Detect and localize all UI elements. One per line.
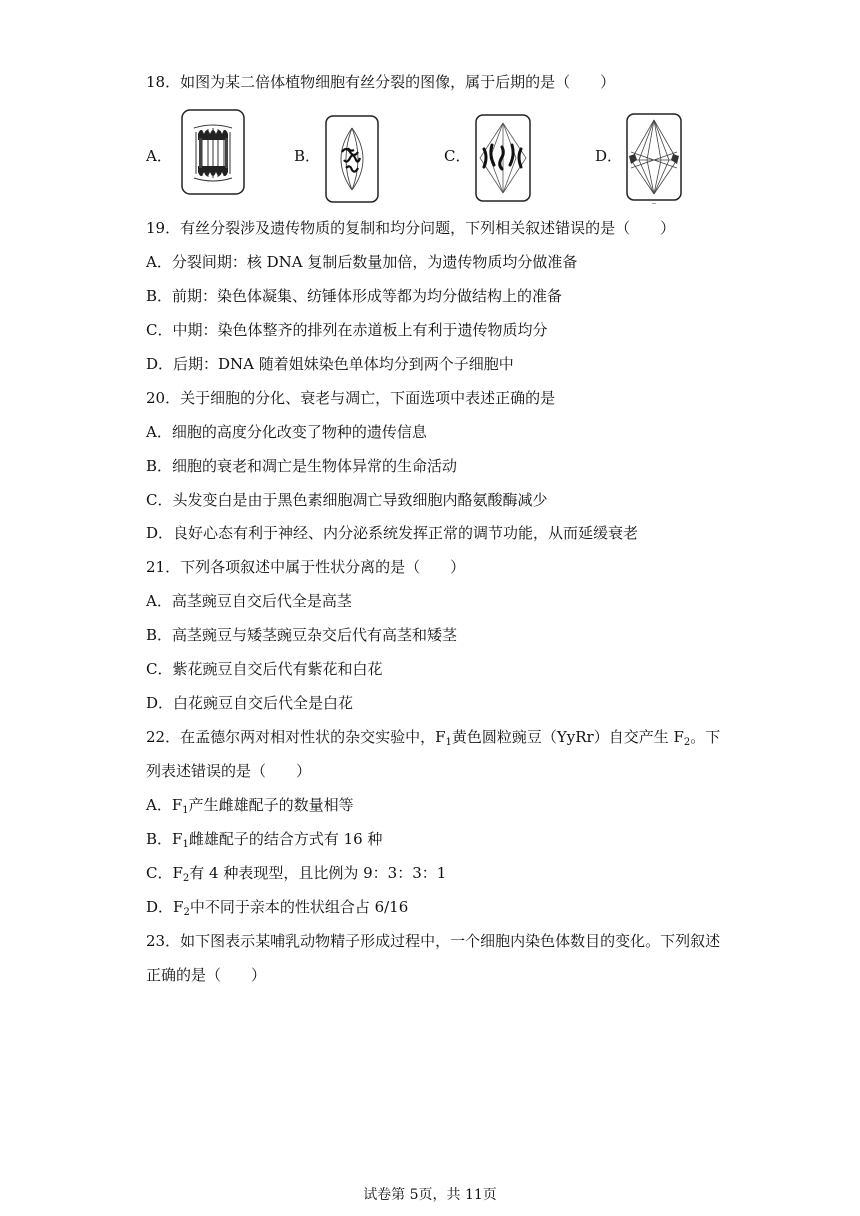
q19-option-a: A．分裂间期：核 DNA 复制后数量加倍，为遗传物质均分做准备	[146, 253, 578, 271]
q21-option-b: B．高茎豌豆与矮茎豌豆杂交后代有高茎和矮茎	[146, 626, 458, 644]
q22-stem-part2: 黄色圆粒豌豆（YyRr）自交产生 F	[451, 728, 684, 746]
cell-image-c	[474, 113, 532, 205]
q21-option-c: C．紫花豌豆自交后代有紫花和白花	[146, 660, 383, 678]
q19-stem: 19．有丝分裂涉及遗传物质的复制和均分问题，下列相关叙述错误的是（ ）	[146, 219, 676, 237]
q20-option-b: B．细胞的衰老和凋亡是生物体异常的生命活动	[146, 457, 458, 475]
q22-option-a-prefix: A．F	[146, 796, 183, 814]
q22-option-c-prefix: C．F	[146, 864, 183, 882]
q22-option-d-sub: 2	[183, 907, 190, 918]
q22-option-c	[146, 863, 446, 883]
q22-stem-continuation: 列表述错误的是（ ）	[146, 762, 312, 780]
q20-stem: 20．关于细胞的分化、衰老与凋亡，下面选项中表述正确的是	[146, 389, 556, 407]
q22-option-a-sub: 1	[182, 805, 189, 816]
q19-option-d: D．后期：DNA 随着姐妹染色单体均分到两个子细胞中	[146, 355, 514, 373]
q18-option-d-label: D．	[595, 147, 623, 165]
q22-stem-sub2: 2	[683, 737, 691, 748]
q22-option-a	[146, 795, 354, 815]
q18-option-c-label: C．	[444, 147, 471, 165]
q22-stem-part1: 22．在孟德尔两对相对性状的杂交实验中，F	[146, 728, 446, 746]
q18-option-a-label: A．	[146, 147, 172, 165]
q22-option-c-sub: 2	[182, 873, 190, 884]
cell-image-b	[324, 114, 380, 206]
q22-stem	[146, 727, 720, 747]
q23-stem: 23．如下图表示某哺乳动物精子形成过程中，一个细胞内染色体数目的变化。下列叙述	[146, 932, 721, 950]
q22-option-b	[146, 829, 382, 849]
q23-stem-continuation: 正确的是（ ）	[146, 966, 267, 984]
q22-option-d-prefix: D．F	[146, 898, 184, 916]
q21-stem: 21．下列各项叙述中属于性状分离的是（ ）	[146, 558, 466, 576]
q22-option-d-text: 中不同于亲本的性状组合占 6/16	[189, 898, 409, 916]
q19-option-b: B．前期：染色体凝集、纺锤体形成等都为均分做结构上的准备	[146, 287, 563, 305]
q22-option-b-sub: 1	[182, 839, 189, 850]
q22-stem-part3: 。下	[690, 728, 721, 746]
q22-option-c-text: 有 4 种表现型，且比例为 9：3：3：1	[189, 864, 447, 882]
q22-option-d	[146, 897, 408, 917]
q22-stem-sub1: 1	[445, 737, 452, 748]
q21-option-d: D．白花豌豆自交后代全是白花	[146, 694, 354, 712]
q22-option-a-text: 产生雌雄配子的数量相等	[188, 796, 354, 814]
cell-image-d	[625, 112, 683, 204]
q20-option-a: A．细胞的高度分化改变了物种的遗传信息	[146, 423, 427, 441]
q22-option-b-prefix: B．F	[146, 830, 183, 848]
q22-option-b-text: 雌雄配子的结合方式有 16 种	[188, 830, 383, 848]
q18-option-b-label: B．	[294, 147, 321, 165]
cell-image-a	[180, 108, 246, 198]
q18-stem: 18．如图为某二倍体植物细胞有丝分裂的图像，属于后期的是（ ）	[146, 73, 616, 91]
q19-option-c: C．中期：染色体整齐的排列在赤道板上有利于遗传物质均分	[146, 321, 548, 339]
q21-option-a: A．高茎豌豆自交后代全是高茎	[146, 592, 352, 610]
page-footer: 试卷第 5页，共 11页	[363, 1187, 497, 1203]
q20-option-d: D．良好心态有利于神经、内分泌系统发挥正常的调节功能，从而延缓衰老	[146, 524, 639, 542]
q20-option-c: C．头发变白是由于黑色素细胞凋亡导致细胞内酪氨酸酶减少	[146, 491, 548, 509]
